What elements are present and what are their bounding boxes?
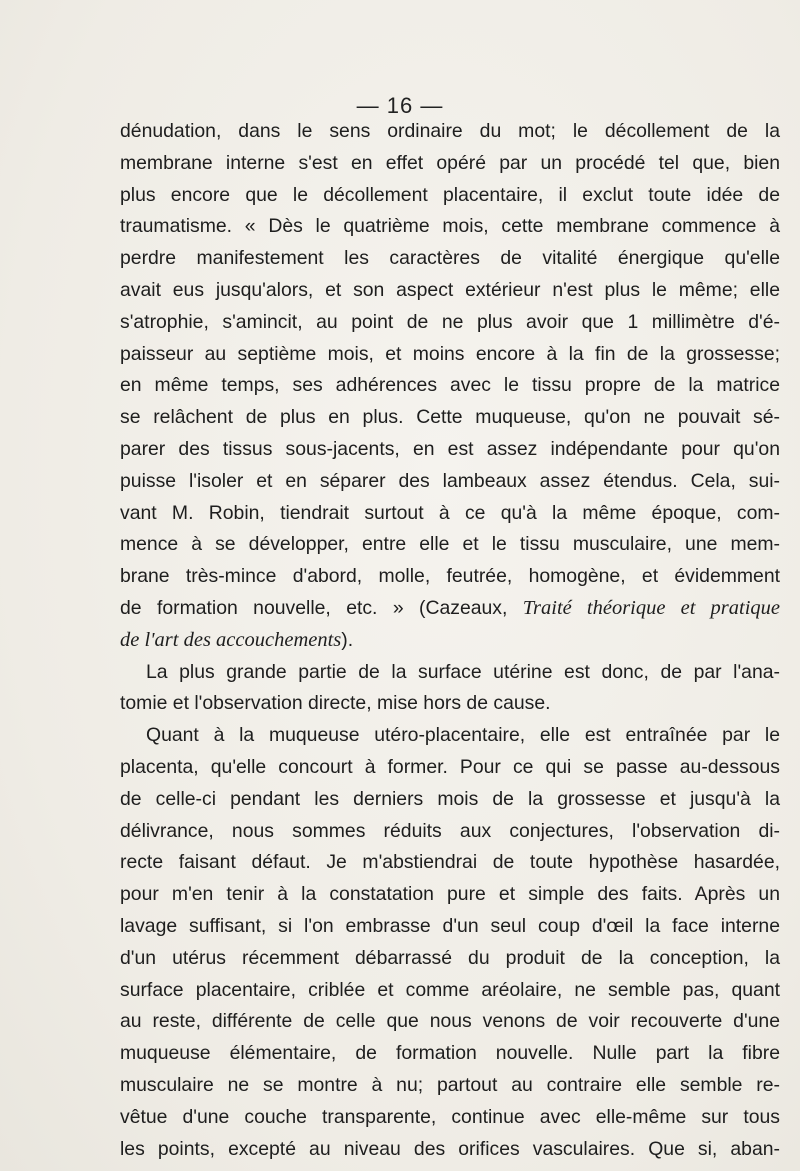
text-line-citation-end (120, 625, 780, 657)
text-line: parer des tissus sous-jacents, en est assez indépendante pour qu'on (120, 437, 780, 460)
citation-lead: de formation nouvelle, etc. » (Cazeaux, (120, 596, 523, 619)
text-line: membrane interne s'est en effet opéré par un procédé tel que, bien (120, 151, 780, 174)
page-number: — 16 — (356, 93, 444, 118)
text-line: traumatisme. « Dès le quatrième mois, cette membrane commence à (120, 215, 780, 238)
text-line: les points, excepté au niveau des orifices vasculaires. Que si, aban- (120, 1137, 780, 1160)
text-line: musculaire ne se montre à nu; partout au contraire elle semble re- (120, 1073, 780, 1096)
text-line: s'atrophie, s'amincit, au point de ne plus avoir que 1 millimètre d'é- (120, 310, 780, 333)
text-line: muqueuse élémentaire, de formation nouvelle. Nulle part la fibre (120, 1042, 780, 1065)
paragraph-1 (120, 116, 780, 657)
text-line: vêtue d'une couche transparente, continue avec elle-même sur tous (120, 1105, 780, 1128)
text-line: pour m'en tenir à la constatation pure et simple des faits. Après un (120, 883, 780, 906)
text-line: placenta, qu'elle concourt à former. Pour ce qui se passe au-dessous (120, 755, 780, 778)
text-line: délivrance, nous sommes réduits aux conjectures, l'observation di- (120, 819, 780, 842)
citation-end: ). (341, 628, 354, 651)
text-line: recte faisant défaut. Je m'abstiendrai de toute hypothèse hasardée, (120, 851, 780, 874)
text-line: surface placentaire, criblée et comme aréolaire, ne semble pas, quant (120, 978, 780, 1001)
text-line: vant M. Robin, tiendrait surtout à ce qu'à la même époque, com- (120, 501, 780, 524)
text-line: puisse l'isoler et en séparer des lambeaux assez étendus. Cela, sui- (120, 469, 780, 492)
paragraph-2 (120, 657, 780, 721)
text-line: brane très-mince d'abord, molle, feutrée, homogène, et évidemment (120, 565, 780, 588)
text-line: d'un utérus récemment débarrassé du produit de la conception, la (120, 946, 780, 969)
text-line: lavage suffisant, si l'on embrasse d'un seul coup d'œil la face interne (120, 914, 780, 937)
text-line: en même temps, ses adhérences avec le tissu propre de la matrice (120, 374, 780, 397)
text-line: au reste, différente de celle que nous venons de voir recouverte d'une (120, 1010, 780, 1033)
text-line: paisseur au septième mois, et moins encore à la fin de la grossesse; (120, 342, 780, 365)
text-line: avait eus jusqu'alors, et son aspect extérieur n'est plus le même; elle (120, 278, 780, 301)
citation-title: Traité théorique et pratique (522, 596, 780, 619)
text-line: La plus grande partie de la surface utérine est donc, de par l'ana- (146, 660, 780, 683)
text-line: tomie et l'observation directe, mise hors de cause. (120, 692, 551, 715)
text-line: de celle-ci pendant les derniers mois de la grossesse et jusqu'à la (120, 787, 780, 810)
paragraph-3 (120, 720, 780, 1165)
text-line-citation (120, 593, 780, 625)
citation-title-continued: de l'art des accouchements (120, 628, 342, 651)
body-text (120, 116, 780, 1165)
text-line: se relâchent de plus en plus. Cette muqueuse, qu'on ne pouvait sé- (120, 406, 780, 429)
text-line: perdre manifestement les caractères de vitalité énergique qu'elle (120, 247, 780, 270)
text-line: plus encore que le décollement placentaire, il exclut toute idée de (120, 183, 780, 206)
text-line: mence à se développer, entre elle et le tissu musculaire, une mem- (120, 533, 780, 556)
text-line: Quant à la muqueuse utéro-placentaire, elle est entraînée par le (146, 724, 780, 747)
text-line: dénudation, dans le sens ordinaire du mot; le décollement de la (120, 120, 780, 142)
